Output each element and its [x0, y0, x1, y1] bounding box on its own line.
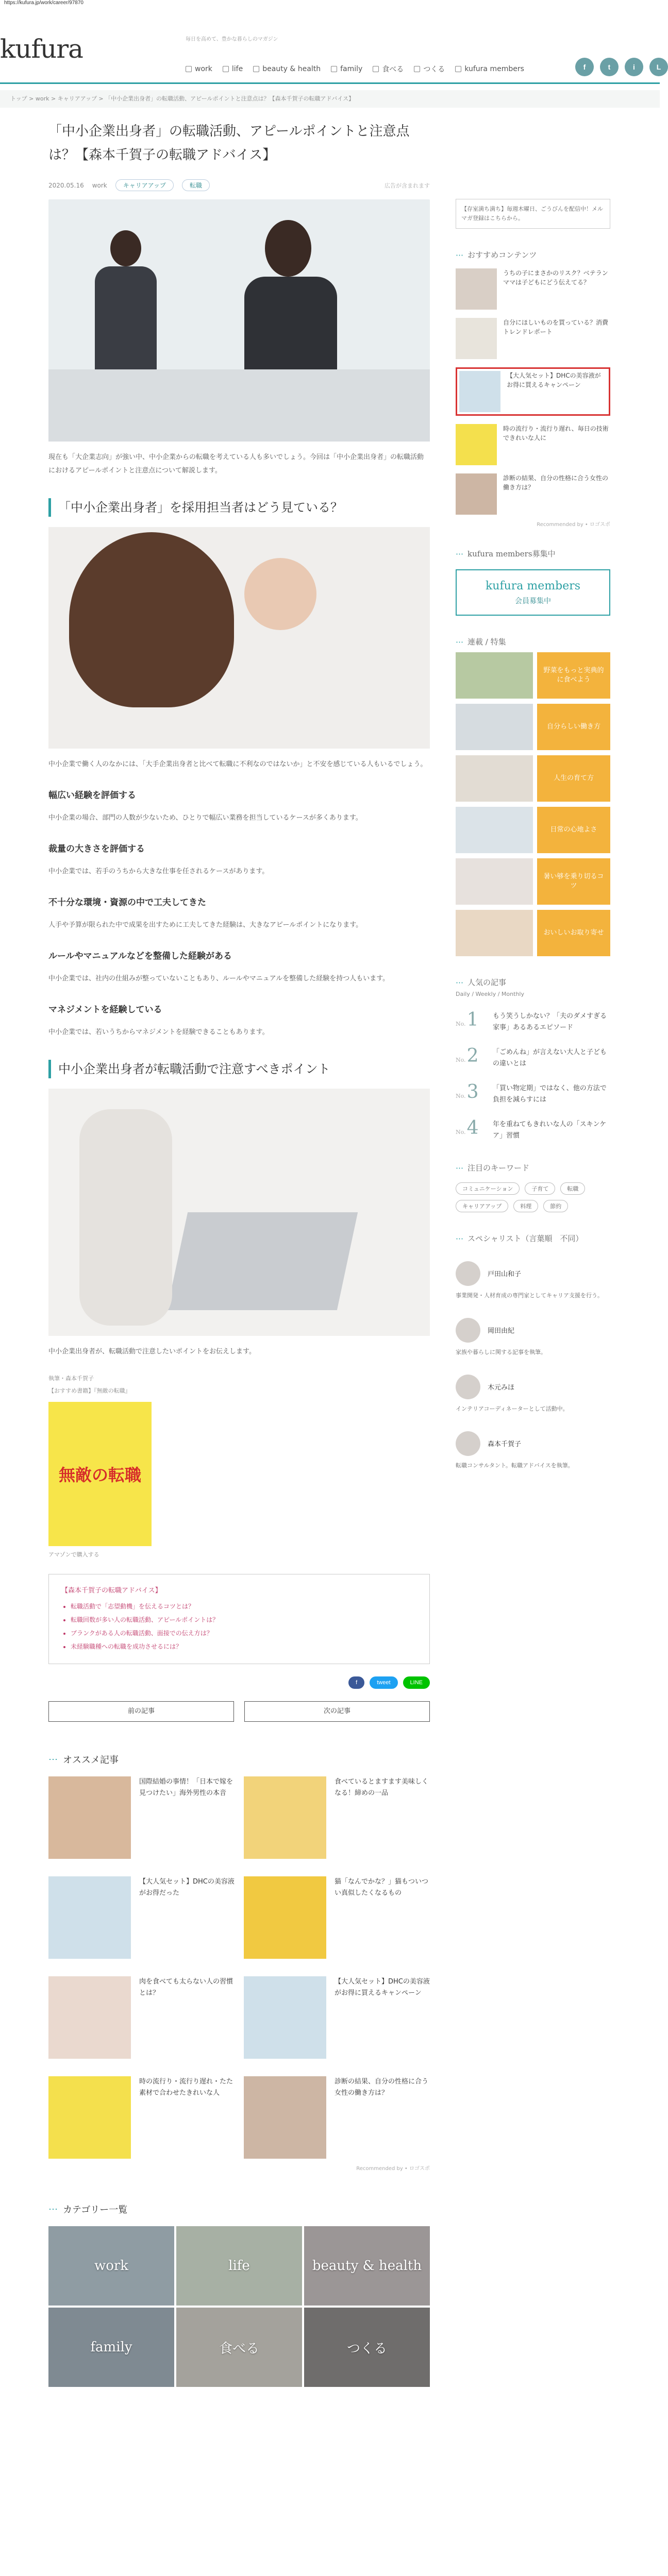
rank-number: No.1: [456, 1009, 479, 1030]
specialist-name: 森本千賀子: [488, 1440, 522, 1448]
nav-members[interactable]: [455, 64, 524, 74]
ranking-tabs[interactable]: Daily / Weekly / Monthly: [456, 991, 524, 997]
nav-work[interactable]: [186, 64, 212, 74]
work-icon: [186, 66, 192, 72]
special-thumb: [456, 755, 533, 802]
sidebar-rec-item-highlight[interactable]: [456, 367, 610, 416]
ranking-item[interactable]: [456, 1083, 610, 1106]
specialist-desc: 転職コンサルタント。転職アドバイスを執筆。: [456, 1462, 574, 1469]
sidebar-rec-title: 自分にほしいものを買っている？消費トレンドレポート: [503, 319, 609, 335]
section-image-1: [48, 527, 430, 749]
life-icon: [223, 66, 229, 72]
article-main: [48, 120, 430, 2387]
special-item[interactable]: [456, 704, 610, 750]
subheading-1: 幅広い経験を評価する: [48, 790, 136, 801]
heading-dots-icon: ⋯: [456, 1233, 463, 1243]
sidebar-rec-item[interactable]: [456, 268, 610, 310]
recommend-title: 【大人気セット】DHCの美容液がお得に買えるキャンペーン: [335, 1978, 430, 1997]
recommend-pr: Recommended by • ロゴスポ: [356, 2166, 430, 2172]
keyword-heading: [456, 1162, 610, 1173]
recommend-title: 時の流行り・流行り遅れ・たた素材で合わせたきれいな人: [139, 2078, 233, 2097]
subheading-4: ルールやマニュアルなどを整備した経験がある: [48, 951, 232, 961]
nav-label: family: [340, 65, 363, 73]
sidebar-pr: Recommended by • ロゴスポ: [537, 522, 610, 528]
book-caption[interactable]: アマゾンで購入する: [48, 1551, 99, 1558]
heading-dots-icon: ⋯: [456, 977, 463, 987]
specialist-name: 岡田由紀: [488, 1327, 515, 1335]
instagram-icon[interactable]: i: [625, 58, 643, 76]
recommend-thumb: [244, 2076, 326, 2159]
prev-article-button[interactable]: 前の記事: [48, 1701, 234, 1722]
heading-dots-icon: ⋯: [456, 549, 463, 558]
recommend-thumb: [48, 1776, 131, 1859]
specialist-item[interactable]: [456, 1261, 610, 1286]
sidebar-rec-item[interactable]: [456, 424, 610, 465]
category-heading: [48, 2202, 430, 2216]
special-label: 暑い够を乗り切るコツ: [537, 858, 610, 905]
nav-make[interactable]: [414, 64, 445, 74]
beauty-icon: [253, 66, 259, 72]
specialist-heading-text: スペシャリスト（言葉順 不同）: [467, 1234, 583, 1243]
nav-family[interactable]: [331, 64, 362, 74]
special-label: おいしいお取り寄せ: [537, 910, 610, 956]
sidebar-notice[interactable]: 【存室満ち満ち】毎週木曜日、ごうびんを配信中！メルマガ登録はこちらから。: [456, 199, 610, 229]
special-label: 日常の心地よさ: [537, 807, 610, 853]
nav-label: beauty & health: [262, 65, 321, 73]
recommend-item[interactable]: [244, 1976, 430, 2059]
special-label: 自分らしい働き方: [537, 704, 610, 750]
header-social: [575, 58, 668, 76]
category-life[interactable]: life: [176, 2226, 302, 2306]
rank-number-value: 2: [466, 1045, 479, 1066]
sidebar-rec-thumb: [459, 371, 500, 412]
keyword-tag[interactable]: 料理: [513, 1200, 538, 1212]
specialist-desc: 家族や暮らしに関する記事を執筆。: [456, 1349, 546, 1355]
recommend-item[interactable]: [48, 1876, 235, 1959]
special-item[interactable]: [456, 652, 610, 699]
heading-dots-icon: ⋯: [456, 250, 463, 260]
category-eat[interactable]: 食べる: [176, 2308, 302, 2387]
sidebar-rec-title: うちの子にまさかのリスク？ベテランママは子どもにどう伝えてる？: [503, 269, 608, 286]
category-beauty[interactable]: beauty & health: [304, 2226, 430, 2306]
related-link[interactable]: • ブランクがある人の転職活動、面接での伝え方は？: [71, 1626, 417, 1640]
family-icon: [331, 66, 337, 72]
special-item[interactable]: [456, 858, 610, 905]
ranking-heading-text: 人気の記事: [467, 978, 507, 987]
global-nav: [186, 64, 524, 74]
recommend-item[interactable]: [244, 1876, 430, 1959]
paragraph-3: 中小企業では、若手のうちから大きな仕事を任されるケースがあります。: [48, 868, 269, 875]
nav-life[interactable]: [223, 64, 243, 74]
book-note: 【おすすめ書籍】『無敵の転職』: [48, 1387, 131, 1394]
rank-number-value: 4: [466, 1117, 479, 1139]
share-facebook-button[interactable]: f: [348, 1676, 364, 1689]
category-make[interactable]: つくる: [304, 2308, 430, 2387]
category-heading-text: カテゴリー一覧: [63, 2205, 128, 2215]
ranking-heading: [456, 977, 610, 988]
breadcrumb[interactable]: トップ > work > キャリアアップ > 「中小企業出身者」の転職活動、アピールポイントと注意点は？【森本千賀子の転職アドバイス】: [0, 90, 660, 108]
rank-number: No.2: [456, 1045, 479, 1066]
share-line-button[interactable]: LINE: [403, 1676, 430, 1689]
category-grid: [48, 2226, 430, 2387]
facebook-icon[interactable]: f: [575, 58, 594, 76]
heading-dots-icon: ⋯: [456, 1163, 463, 1173]
specialist-name: 戸田山和子: [488, 1270, 522, 1278]
recommend-thumb: [48, 1976, 131, 2059]
hero-image: [48, 199, 430, 442]
special-item[interactable]: [456, 755, 610, 802]
paragraph-1: 中小企業で働く人のなかには、「大手企業出身者と比べて転職に不利なのではないか」と不安を感じている人もいるでしょう。: [48, 760, 427, 768]
author-label: 執筆・森本千賀子: [48, 1375, 94, 1382]
section-heading-2: 中小企業出身者が転職活動で注意すべきポイント: [48, 1060, 430, 1078]
avatar: [456, 1261, 480, 1286]
book-cover[interactable]: 無敵の転職: [48, 1402, 152, 1546]
ranking-title: 年を重ねてもきれいな人の「スキンケア」習慣: [493, 1121, 607, 1140]
specialist-item[interactable]: [456, 1318, 610, 1343]
special-label: 人生の育て方: [537, 755, 610, 802]
keyword-heading-text: 注目のキーワード: [467, 1163, 530, 1173]
recommend-title: 肉を食べても太らない人の習慣とは？: [139, 1978, 233, 1997]
paragraph-6: 中小企業では、若いうちからマネジメントを経験できることもあります。: [48, 1028, 269, 1036]
paragraph-2: 中小企業の場合、部門の人数が少ないため、ひとりで幅広い業務を担当しているケースが多くあります。: [48, 814, 362, 822]
article-meta: [48, 179, 430, 191]
sidebar-rec-title: 【大人気セット】DHCの美容液がお得に買えるキャンペーン: [507, 372, 601, 388]
avatar: [456, 1375, 480, 1399]
members-heading: [456, 548, 610, 559]
heading-dots-icon: ⋯: [456, 637, 463, 647]
make-icon: [414, 66, 420, 72]
special-item[interactable]: [456, 910, 610, 956]
recommend-grid: [48, 1776, 430, 2159]
category-family[interactable]: family: [48, 2308, 174, 2387]
rank-number: No.3: [456, 1081, 479, 1103]
logo-text: kufura: [0, 34, 83, 64]
ranking-item[interactable]: [456, 1011, 610, 1033]
sidebar-rec-item[interactable]: [456, 473, 610, 515]
recommend-item[interactable]: [48, 1776, 235, 1859]
nav-label: つくる: [423, 65, 445, 74]
specialist-desc: 事業開発・人材育成の専門家としてキャリア支援を行う。: [456, 1292, 603, 1299]
browser-url[interactable]: https://kufura.jp/work/career/97870: [4, 0, 84, 6]
recommend-title: 国際結婚の事情！「日本で嫁を見つけたい」海外男性の本音: [139, 1778, 233, 1797]
nav-label: work: [195, 65, 212, 73]
subheading-3: 不十分な環境・資源の中で工夫してきた: [48, 897, 206, 908]
special-label: 野菜をもっと実典的に食べよう: [537, 652, 610, 699]
members-banner-title: kufura members: [485, 579, 581, 592]
sidebar: [456, 199, 610, 1470]
site-header: [0, 31, 660, 82]
rank-number-value: 3: [466, 1081, 479, 1103]
tag-job-change[interactable]: 転職: [182, 179, 210, 191]
special-thumb: [456, 910, 533, 956]
specialist-desc: インテリアコーディネーターとして活動中。: [456, 1405, 569, 1412]
article-date: 2020.05.16: [48, 181, 84, 189]
sidebar-rec-heading-text: おすすめコンテンツ: [467, 250, 537, 260]
special-thumb: [456, 652, 533, 699]
recommend-title: 食べているとますます美味しくなる！締めの一品: [335, 1778, 429, 1797]
recommend-title: 【大人気セット】DHCの美容液がお得だった: [139, 1878, 235, 1897]
special-heading-text: 連載 / 特集: [467, 637, 506, 647]
sidebar-rec-item[interactable]: [456, 318, 610, 359]
subheading-5: マネジメントを経験している: [48, 1005, 162, 1015]
sidebar-rec-heading: [456, 249, 610, 260]
members-icon: [455, 66, 461, 72]
sidebar-rec-title: 診断の結果、自分の性格に合う女性の働き方は？: [503, 474, 609, 491]
related-link[interactable]: • 転職活動で「志望動機」を伝えるコツとは？: [71, 1600, 417, 1613]
recommend-thumb: [48, 2076, 131, 2159]
heading-dots-icon: ⋯: [48, 2204, 58, 2215]
keyword-tag[interactable]: キャリアアップ: [456, 1200, 508, 1212]
section-image-2: [48, 1089, 430, 1336]
ad-note: 広告が含まれます: [385, 182, 430, 189]
rank-number-value: 1: [466, 1009, 479, 1030]
section-heading-1: 「中小企業出身者」を採用担当者はどう見ている？: [48, 498, 430, 517]
nav-label: 食べる: [382, 65, 404, 74]
recommend-heading-text: オススメ記事: [63, 1755, 119, 1766]
ranking-title: 「ごめんね」が言えない大人と子どもの違いとは: [493, 1048, 607, 1067]
share-buttons: [48, 1676, 430, 1689]
tag-career[interactable]: キャリアアップ: [115, 179, 174, 191]
special-thumb: [456, 807, 533, 853]
specialist-heading: [456, 1233, 610, 1244]
recommend-item[interactable]: [48, 2076, 235, 2159]
eat-icon: [373, 66, 379, 72]
sidebar-rec-thumb: [456, 318, 497, 359]
next-article-button[interactable]: 次の記事: [244, 1701, 430, 1722]
special-thumb: [456, 858, 533, 905]
rank-number: No.4: [456, 1117, 479, 1139]
ranking-title: もう笑うしかない？「夫のダメすぎる家事」あるあるエピソード: [493, 1012, 607, 1031]
recommend-heading: [48, 1753, 430, 1766]
special-item[interactable]: [456, 807, 610, 853]
related-title: 【森本千賀子の転職アドバイス】: [61, 1587, 162, 1595]
specialist-item[interactable]: [456, 1431, 610, 1456]
recommend-item[interactable]: [244, 2076, 430, 2159]
nav-beauty[interactable]: [253, 64, 321, 74]
sidebar-rec-thumb: [456, 268, 497, 310]
recommend-thumb: [244, 1976, 326, 2059]
article-intro: 現在も「大企業志向」が強い中、中小企業からの転職を考えている人も多いでしょう。今回は「中小企業出身者」の転職活動におけるアピールポイントと注意点について解説します。: [48, 453, 424, 474]
related-link[interactable]: • 転職回数が多い人の転職活動、アピールポイントは？: [71, 1613, 417, 1626]
recommend-thumb: [244, 1776, 326, 1859]
keyword-tag[interactable]: 転職: [560, 1182, 585, 1195]
recommend-thumb: [244, 1876, 326, 1959]
nav-eat[interactable]: [373, 64, 404, 74]
heading-dots-icon: ⋯: [48, 1754, 58, 1765]
keyword-tag[interactable]: 子育て: [525, 1182, 555, 1195]
nav-label: life: [231, 65, 243, 73]
related-link[interactable]: • 未経験職種への転職を成功させるには？: [71, 1640, 417, 1653]
twitter-icon[interactable]: t: [600, 58, 619, 76]
members-heading-text: kufura members募集中: [467, 549, 556, 558]
paragraph-5: 中小企業では、社内の仕組みが整っていないこともあり、ルールやマニュアルを整備した経験を持つ人もいます。: [48, 975, 390, 982]
article-pager: [48, 1701, 430, 1722]
category-work[interactable]: work: [48, 2226, 174, 2306]
avatar: [456, 1431, 480, 1456]
paragraph-4: 人手や予算が限られた中で成果を出すために工夫してきた経験は、大きなアピールポイントになります。: [48, 921, 363, 929]
members-banner-sub: 会員募集中: [515, 597, 551, 605]
specialist-item[interactable]: [456, 1375, 610, 1399]
avatar: [456, 1318, 480, 1343]
share-twitter-button[interactable]: tweet: [370, 1676, 397, 1689]
article-title: 「中小企業出身者」の転職活動、アピールポイントと注意点は？【森本千賀子の転職アドバイス】: [48, 124, 410, 163]
sidebar-rec-thumb: [456, 473, 497, 515]
sidebar-rec-thumb: [456, 424, 497, 465]
recommend-title: 猫「なんでかな？」猫もついつい真似したくなるもの: [335, 1878, 429, 1897]
ranking-item[interactable]: [456, 1119, 610, 1142]
header-divider: [0, 82, 660, 84]
recommend-thumb: [48, 1876, 131, 1959]
nav-label: kufura members: [464, 65, 524, 73]
ranking-title: 「買い物定期」ではなく、他の方法で負担を減らすには: [493, 1084, 607, 1104]
keyword-tag[interactable]: コミュニケーション: [456, 1182, 520, 1195]
site-logo[interactable]: [0, 34, 83, 64]
recommend-item[interactable]: [244, 1776, 430, 1859]
ranking-item[interactable]: [456, 1047, 610, 1070]
special-thumb: [456, 704, 533, 750]
keyword-tag[interactable]: 節約: [543, 1200, 568, 1212]
specialist-name: 木元みほ: [488, 1384, 515, 1392]
related-box: [48, 1574, 430, 1664]
special-heading: [456, 636, 610, 647]
sidebar-rec-title: 時の流行り・流行り遅れ、毎日の技術できれいな人に: [503, 425, 609, 442]
recommend-item[interactable]: [48, 1976, 235, 2059]
line-icon[interactable]: L: [649, 58, 668, 76]
subheading-2: 裁量の大きさを評価する: [48, 844, 145, 854]
keyword-list: [456, 1182, 610, 1212]
members-banner[interactable]: [456, 569, 610, 616]
recommend-title: 診断の結果、自分の性格に合う女性の働き方は？: [335, 2078, 429, 2097]
paragraph-7: 中小企業出身者が、転職活動で注意したいポイントをお伝えします。: [48, 1348, 256, 1355]
article-category[interactable]: work: [92, 181, 107, 189]
site-tagline: 毎日を高めて、豊かな暮らしのマガジン: [186, 37, 278, 42]
